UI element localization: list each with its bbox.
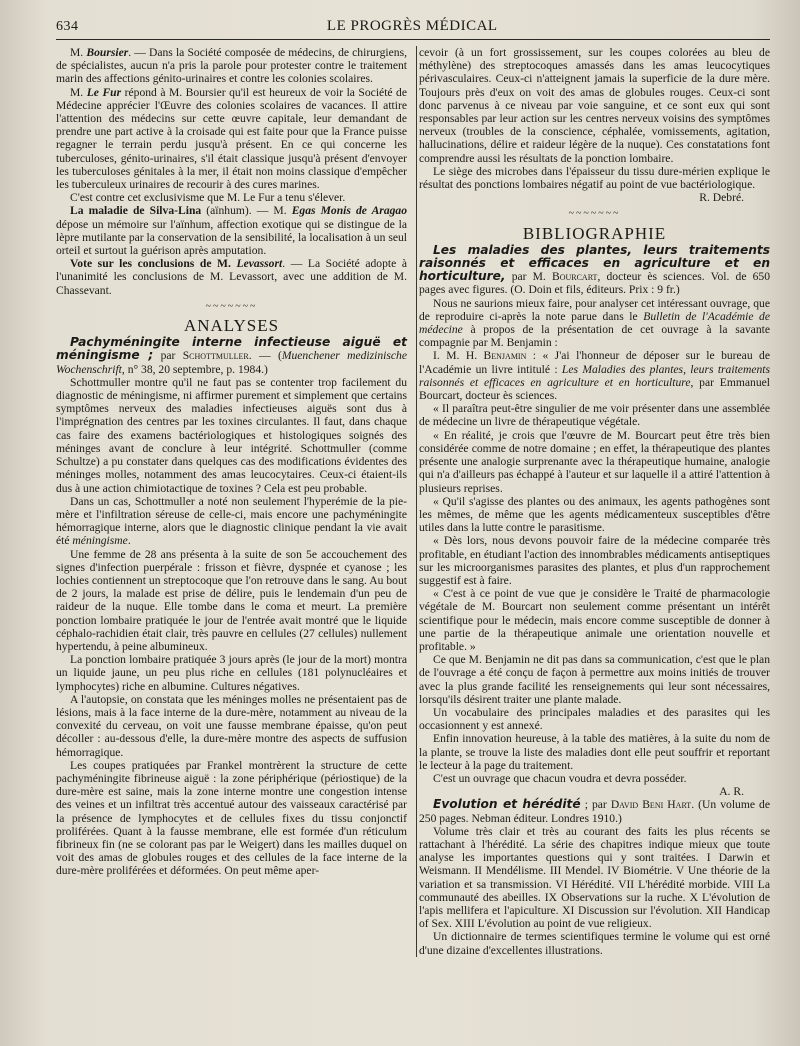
paragraph: Nous ne saurions mieux faire, pour analyser cet intéressant ouvrage, que de reproduire ci-après la note parue dans le Bulletin de l'Académie de médecine à propos de la présentation de cet ouvrage à la savante compagnie par M. Benjamin : [419, 296, 770, 350]
paragraph: Les coupes pratiquées par Frankel montrèrent la structure de cette pachyméningite fibrineuse aiguë : la zone périphérique (périostique) de la dure-mère est saine, mais la zone interne montre une congestion intense des veines et un infiltrat très accentué autour des vaisseaux caractérisé par la présence de lymphocytes et de cellules fixes du tissu conjonctif proliférées. Quant à la fausse membrane, elle est formée d'un réticulum fibrineux fin (ne se colorant pas par le Weigert) dans les mailles duquel on voit des amas de globules rouges et des cellules de la face interne de la dure-mère proliférées et déformées. On peut même aper- [56, 758, 407, 878]
book-heading: Les maladies des plantes, leurs traitements raisonnés et efficaces en agriculture et en horticulture, par M. Bourcart, docteur ès sciences. Vol. de 650 pages avec figures. (O. Doin et fils, éditeurs. Prix : 9 fr.) [419, 242, 770, 297]
paragraph: Ce que M. Benjamin ne dit pas dans sa communication, c'est que le plan de l'ouvrage a été conçu de façon à permettre aux moins initiés de trouver avec la plus grande facilité les renseignements qui leur sont nécessaires, lorsqu'ils désirent traiter une plante malade. [419, 653, 770, 706]
paragraph: Un dictionnaire de termes scientifiques termine le volume qui est orné d'une dizaine d'excellentes illustrations. [419, 930, 770, 957]
paragraph: A l'autopsie, on constata que les méninges molles ne présentaient pas de lésions, mais à la face interne de la dure-mère, notamment au niveau de la convexité du cerveau, on voit une fausse membrane épaisse, qu'on peut décoller : au-dessous d'elle, la dure-mère montre des aspects de suffusion hémorragique. [56, 692, 407, 759]
paragraph: Vote sur les conclusions de M. Levassort. — La Société adopte à l'unanimité les conclusions de M. Levassort, avec une addition de M. Chassevant. [56, 257, 407, 297]
page-header [56, 18, 770, 40]
paragraph: « Qu'il s'agisse des plantes ou des animaux, les agents pathogènes sont les mêmes, de même que les agents médicamenteux susceptibles d'être utiles dans la lutte contre le parasitisme. [419, 494, 770, 535]
signature: R. Debré. [699, 191, 744, 205]
paragraph: M. Le Fur répond à M. Boursier qu'il est heureux de voir la Société de Médecine apprécier l'Œuvre des colonies scolaires de vacances. Il attire l'attention des médecins sur cette œuvre capitale, leur demandant de prendre une part active à la croisade qui est faite pour que la France puisse regagner le terrain perdu jusqu'à présent. En ce qui concerne les tuberculoses, génito-urinaires, s'il était classique jusqu'à présent d'envoyer les tuberculoses génitales à la mer, il était non moins classique d'empêcher les tuberculeux urinaires de recourir à des cures marines. [56, 85, 407, 192]
section-ornament: ~~~~~~~ [568, 208, 621, 220]
paragraph: C'est contre cet exclusivisme que M. Le Fur a tenu s'élever. [70, 191, 346, 205]
left-column [56, 46, 407, 957]
two-column-body [56, 46, 770, 957]
paragraph: I. M. H. Benjamin : « J'ai l'honneur de déposer sur le bureau de l'Académie un livre intitulé : Les Maladies des plantes, leurs traitements raisonnés et efficaces en agriculture et en horticulture, par Emmanuel Bourcart, docteur ès sciences. [419, 349, 770, 403]
paragraph: « Dès lors, nous devons pouvoir faire de la médecine comparée très profitable, en étudiant l'action des innombrables médicaments antiseptiques sur les microorganismes parasites des plantes, et plus d'un rapprochement suggestif est à faire. [419, 534, 770, 587]
page-number: 634 [56, 19, 79, 34]
paragraph: Volume très clair et très au courant des faits les plus récents se rattachant à l'hérédité. La série des chapitres indique mieux que toute analyse les importantes questions qui y sont traitées. I Darwin et Weismann. II Mendélisme. III Mendel. IV Biométrie. V Une théorie de la variation et sa transmission. VI Hérédité. VII L'hérédité morbide. VIII La communauté des abeilles. IX Observations sur la ruche. X L'évolution de l'apis mellifera et l'apiculture. XI Discussion sur l'évolution. XII Handicap of Sex. XIII L'évolution au point de vue religieux. [419, 824, 770, 931]
book-heading: Evolution et hérédité ; par David Beni Hart. (Un volume de 250 pages. Nebman éditeur. Londres 1910.) [419, 797, 770, 825]
paragraph: C'est un ouvrage que chacun voudra et devra posséder. [433, 771, 687, 785]
paragraph: Dans un cas, Schottmuller a noté non seulement l'hyperémie de la pie-mère et l'infiltration séreuse de celle-ci, mais encore une pachyméningite hémorragique interne, alors que le diagnostic clinique pendant la vie avait été méningisme. [56, 494, 407, 548]
signature: A. R. [719, 785, 744, 799]
paragraph: Une femme de 28 ans présenta à la suite de son 5e accouchement des signes d'infection puerpérale : frisson et fièvre, dyspnée et cyanose ; les lochies contiennent un streptocoque que l'on retrouve dans le sang. Au bout de 2 jours, la malade est prise de délire, puis le lendemain d'un peu de raideur de la nuque. Elle tombe dans le coma et meurt. La première ponction lombaire pratiquée le jour de l'entrée avait montré que le liquide céphalo-rachidien était clair, très pauvre en cellules (27 cellules) nullement hypertendu, à peine albumineux. [56, 547, 407, 653]
paragraph: cevoir (à un fort grossissement, sur les coupes colorées au bleu de méthylène) des streptocoques amassés dans les amas leucocytiques périvasculaires. Ceux-ci n'atteignent jamais la superficie de la dure mère. Toujours près d'eux on voit des amas de globules rouges. Ceux-ci sont donc parvenus à ce niveau par voie sanguine, et ce sont eux qui sont responsables par leur action sur les centres nerveux voisins des symptômes nerveux (troubles de la conscience, céphalée, vomissements, agitation, hallucinations, délire et raideur légère de la nuque). Ces constatations font comprendre aussi les résultats de la ponction lombaire. [419, 46, 770, 165]
right-column [419, 46, 770, 957]
paragraph: Le siège des microbes dans l'épaisseur du tissu dure-mérien explique le résultat des ponctions lombaires négatif au point de vue bactériologique. [419, 164, 770, 192]
paragraph: Un vocabulaire des principales maladies et des parasites qui les occasionnent y est annexé. [419, 705, 770, 733]
paragraph: « Il paraîtra peut-être singulier de me voir présenter dans une assemblée de médecine un livre de thérapeutique végétale. [419, 402, 770, 429]
paragraph: M. Boursier. — Dans la Société composée de médecins, de chirurgiens, de spécialistes, aucun n'a pris la parole pour protester contre le traitement marin des affections génito-urinaires et contre les colonies scolaires. [56, 46, 407, 86]
paragraph: « C'est à ce point de vue que je considère le Traité de pharmacologie végétale de M. Bourcart non seulement comme présentant un intérêt scientifique pour le médecin, mais encore comme susceptible de donner à une partie de la thérapeutique animale une orientation nouvelle et profitable. » [419, 587, 770, 653]
section-ornament: ~~~~~~~ [205, 300, 258, 312]
section-title-analyses: ANALYSES [183, 316, 280, 336]
paragraph: La ponction lombaire pratiquée 3 jours après (le jour de la mort) montra un liquide jaune, un peu plus riche en cellules (181 polynucléaires et lymphocytes) riche en albumine. Cultures négatives. [56, 653, 407, 693]
article-heading: Pachyméningite interne infectieuse aiguë et méningisme ; par Schottmuller. — (Muenchener medizinische Wochenschrift, n° 38, 20 septembre, p. 1984.) [56, 335, 408, 376]
paragraph: Enfin innovation heureuse, à la table des matières, à la suite du nom de la plante, se trouve la liste des maladies dont elle peut souffrir et reportant le lecteur à la page du traitement. [419, 732, 770, 772]
paragraph: Schottmuller montre qu'il ne faut pas se contenter trop facilement du diagnostic de méningisme, ni affirmer purement et simplement que certains symptômes nerveux des maladies infectieuses aiguës sont dus à l'imprégnation des centres par les toxines circulantes. Il faut, dans chaque cas faire des examens bactériologiques et histologiques soignés des méninges avant de conclure à leur intégrité. Schottmuller (comme Schultze) a pu constater dans quelques cas des modifications évidentes des méninges molles, notamment des amas leucocytaires. Ceux-ci étaient-ils dus à une action chimiotactique de toxines ? Cela est peu probable. [56, 375, 407, 495]
section-title-bibliographie: BIBLIOGRAPHIE [522, 223, 667, 243]
paragraph: « En réalité, je crois que l'œuvre de M. Bourcart peut être très bien considérée comme de notre domaine ; en effet, la thérapeutique des plantes présente une analogie surprenante avec la thérapeutique humaine, analogie qui n'a d'ailleurs pas échappé à l'auteur et sur laquelle il a attiré l'attention à plusieurs reprises. [419, 428, 770, 495]
column-divider [416, 46, 417, 957]
journal-title: LE PROGRÈS MÉDICAL [326, 18, 498, 34]
paragraph: La maladie de Silva-Lina (aïnhum). — M. Egas Monis de Aragao dépose un mémoire sur l'aïnhum, affection exotique qui se distingue de la lèpre mutilante par la conservation de la sensibilité, la localisation à un seul orteil et surtout la guérison après amputation. [56, 204, 408, 258]
